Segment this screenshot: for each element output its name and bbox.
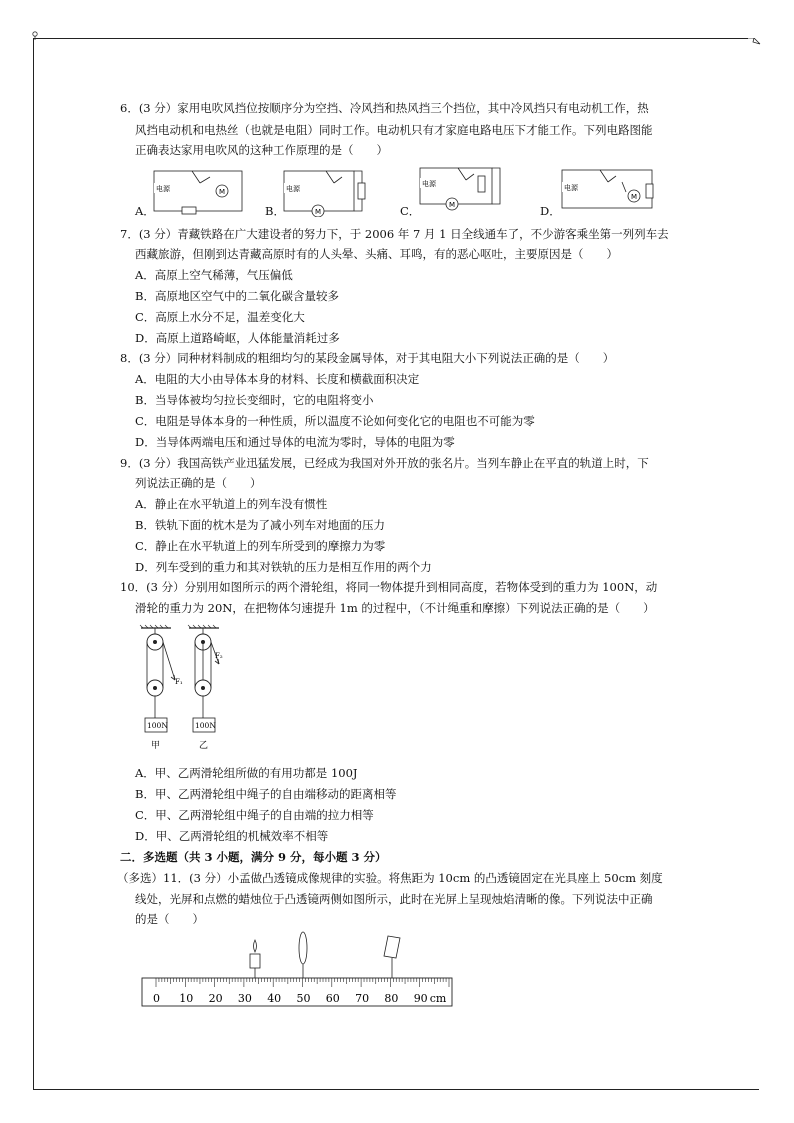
q6-line1: 6．(3 分）家用电吹风挡位按顺序分为空挡、冷风挡和热风挡三个挡位，其中冷风挡只有电动机工作，热	[120, 101, 649, 115]
q10-weight-b: 100N	[195, 721, 216, 730]
q6-circuit-a[interactable]	[152, 165, 247, 217]
q8-option-c[interactable]: C．电阻是导体本身的一种性质，所以温度不论如何变化它的电阻也不可能为零	[135, 414, 535, 428]
page-border-left	[33, 38, 34, 1090]
q10-option-a[interactable]: A．甲、乙两滑轮组所做的有用功都是 100J	[135, 766, 358, 780]
q6-circuit-b[interactable]	[282, 165, 377, 217]
q11-optical-bench	[140, 930, 460, 1010]
q9-option-b[interactable]: B．铁轨下面的枕木是为了减小列车对地面的压力	[135, 518, 385, 532]
q8-line1: 8．(3 分）同种材料制成的粗细均匀的某段金属导体，对于其电阻大小下列说法正确的是（ ）	[120, 351, 615, 365]
ruler-label: 40	[267, 992, 282, 1005]
q6-c-motor-label: M	[449, 201, 456, 209]
q6-option-d-label[interactable]: D．	[540, 204, 561, 218]
q10-weight-a: 100N	[147, 721, 168, 730]
ruler-label: 80	[384, 992, 399, 1005]
pin-icon	[31, 31, 39, 41]
q11-line1: （多选）11．(3 分）小孟做凸透镜成像规律的实验。将焦距为 10cm 的凸透镜固定在光具座上 50cm 刻度	[117, 871, 663, 885]
q6-circuit-c[interactable]	[418, 160, 518, 215]
q6-option-a-label[interactable]: A．	[135, 204, 155, 218]
page-corner-fold-icon	[748, 38, 762, 46]
q10-line1: 10．(3 分）分别用如图所示的两个滑轮组，将同一物体提升到相同高度，若物体受到的重力为 100N，动	[120, 580, 658, 594]
q6-option-b-label[interactable]: B．	[265, 204, 285, 218]
q7-option-a[interactable]: A．高原上空气稀薄，气压偏低	[135, 268, 293, 282]
q6-circuit-d[interactable]	[560, 162, 660, 217]
q9-line2: 列说法正确的是（ ）	[135, 476, 262, 490]
q9-option-c[interactable]: C．静止在水平轨道上的列车所受到的摩擦力为零	[135, 539, 386, 553]
q7-line1: 7．(3 分）青藏铁路在广大建设者的努力下，于 2006 年 7 月 1 日全线通车了，不少游客乘坐第一列列车去	[120, 227, 669, 241]
q10-pulley-figure	[135, 624, 245, 754]
ruler-label: 60	[325, 992, 340, 1005]
q10-option-c[interactable]: C．甲、乙两滑轮组中绳子的自由端的拉力相等	[135, 808, 374, 822]
q11-line2: 线处，光屏和点燃的蜡烛位于凸透镜两侧如图所示，此时在光屏上呈现烛焰清晰的像。下列说法中正确	[135, 892, 653, 906]
q10-label-a: 甲	[151, 741, 161, 751]
q10-line2: 滑轮的重力为 20N，在把物体匀速提升 1m 的过程中，（不计绳重和摩擦）下列说法正确的是（ ）	[135, 601, 655, 615]
q9-option-d[interactable]: D．列车受到的重力和其对铁轨的压力是相互作用的两个力	[135, 560, 432, 574]
ruler-label: 10	[179, 992, 194, 1005]
q6-line2: 风挡电动机和电热丝（也就是电阻）同时工作。电动机只有才家庭电路电压下才能工作。下列电路图能	[135, 123, 653, 137]
q6-b-motor-label: M	[315, 208, 322, 216]
q9-option-a[interactable]: A．静止在水平轨道上的列车没有惯性	[135, 497, 328, 511]
ruler-label: 90	[413, 992, 428, 1005]
q6-c-source-label: 电源	[422, 180, 436, 188]
q6-option-c-label[interactable]: C．	[400, 204, 421, 218]
q9-line1: 9．(3 分）我国高铁产业迅猛发展，已经成为我国对外开放的张名片。当列车静止在平直的轨道上时，下	[120, 456, 649, 470]
q8-option-d[interactable]: D．当导体两端电压和通过导体的电流为零时，导体的电阻为零	[135, 435, 455, 449]
q10-label-b: 乙	[199, 741, 209, 751]
q8-option-b[interactable]: B．当导体被均匀拉长变细时，它的电阻将变小	[135, 393, 374, 407]
ruler-label: 30	[237, 992, 252, 1005]
q10-option-d[interactable]: D．甲、乙两滑轮组的机械效率不相等	[135, 829, 329, 843]
q6-d-source-label: 电源	[564, 184, 578, 192]
section2-heading: 二．多选题（共 3 小题，满分 9 分，每小题 3 分）	[120, 850, 387, 864]
q6-line3: 正确表达家用电吹风的这种工作原理的是（ ）	[135, 143, 388, 157]
q8-option-a[interactable]: A．电阻的大小由导体本身的材料、长度和横截面积决定	[135, 372, 420, 386]
q7-option-c[interactable]: C．高原上水分不足，温差变化大	[135, 310, 305, 324]
q10-force2-label: F₂	[215, 652, 223, 660]
q6-d-motor-label: M	[631, 193, 638, 201]
ruler-label: 70	[355, 992, 370, 1005]
q10-option-b[interactable]: B．甲、乙两滑轮组中绳子的自由端移动的距离相等	[135, 787, 397, 801]
page-border-bottom	[33, 1089, 759, 1090]
page-border-top	[33, 38, 748, 39]
q6-a-motor-label: M	[219, 188, 226, 196]
q7-option-d[interactable]: D．高原上道路崎岖，人体能量消耗过多	[135, 331, 340, 345]
q6-b-source-label: 电源	[286, 185, 300, 193]
q6-a-source-label: 电源	[156, 185, 170, 193]
q7-option-b[interactable]: B．高原地区空气中的二氧化碳含量较多	[135, 289, 339, 303]
ruler-label: 50	[296, 992, 311, 1005]
ruler-label: 20	[208, 992, 223, 1005]
q11-line3: 的是（ ）	[135, 912, 204, 926]
q10-force1-label: F₁	[175, 678, 183, 686]
ruler-label: 0	[153, 992, 160, 1005]
ruler-unit: cm	[429, 992, 447, 1005]
q7-line2: 西藏旅游，但刚到达青藏高原时有的人头晕、头痛、耳鸣，有的恶心呕吐，主要原因是（ ）	[135, 247, 618, 261]
